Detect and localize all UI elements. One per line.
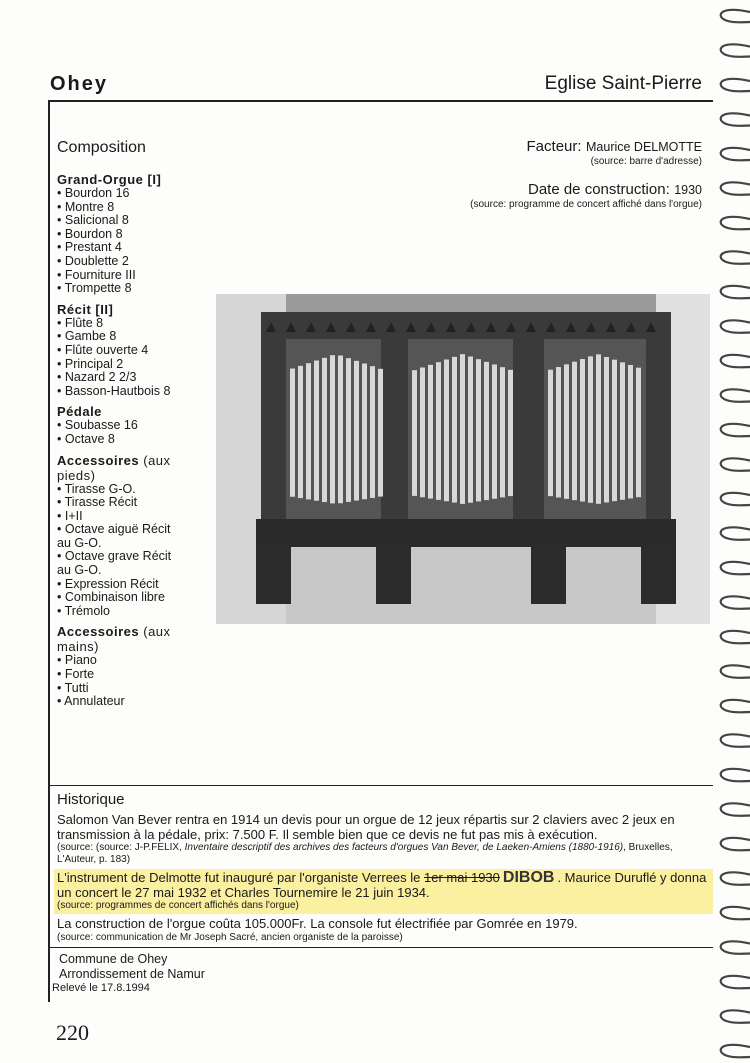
composition-section-title: [57, 172, 187, 187]
struck-date: 1er mai 1930: [424, 870, 500, 885]
binding-ring: [721, 596, 750, 608]
stop-item: • Trémolo: [57, 605, 187, 619]
binding-ring: [721, 631, 750, 643]
stop-item: • Gambe 8: [57, 330, 187, 344]
builder-info: [470, 138, 702, 210]
stop-item: • Octave aiguë Récit au G-O.: [57, 523, 187, 550]
binding-ring: [721, 1045, 750, 1057]
binding-ring: [721, 389, 750, 401]
binding-ring: [721, 320, 750, 332]
lower-section: [52, 791, 713, 995]
section-name: Accessoires: [57, 624, 140, 640]
stop-item: • Tutti: [57, 682, 187, 696]
stop-list: [57, 419, 187, 446]
section-note: (aux mains): [57, 624, 171, 655]
stop-item: • Annulateur: [57, 695, 187, 709]
stop-item: • Forte: [57, 668, 187, 682]
date-value: 1930: [674, 183, 702, 197]
composition-title: Composition: [57, 139, 146, 156]
footer-rule: [48, 947, 713, 948]
facteur-label: Facteur:: [526, 138, 582, 155]
section-name: Grand-Orgue [I]: [57, 172, 162, 187]
stop-item: • Octave 8: [57, 433, 187, 447]
stop-item: • Trompette 8: [57, 282, 187, 296]
binding-ring: [721, 44, 750, 56]
hist-paragraph-1: Salomon Van Bever rentra en 1914 un devis pour un orgue de 12 jeux répartis sur 2 claviers avec 2 jeux en transmission à la pédale, prix: 7.500 F. Il semble bien que ce devis ne fut pas mis à exécution.: [57, 812, 675, 842]
binding-ring: [721, 872, 750, 884]
stop-item: • I+II: [57, 510, 187, 524]
stop-item: • Flûte ouverte 4: [57, 344, 187, 358]
composition-section-title: [57, 302, 187, 317]
binding-ring: [721, 838, 750, 850]
facteur-source: (source: barre d'adresse): [590, 156, 702, 167]
historique-section: [57, 791, 713, 944]
binding-ring: [721, 562, 750, 574]
binding-ring: [721, 1010, 750, 1022]
binding-ring: [721, 700, 750, 712]
src-publisher: , Bruxelles, L'Auteur, p. 183): [57, 842, 673, 865]
arrondissement: Arrondissement de Namur: [59, 966, 205, 981]
stop-item: • Soubasse 16: [57, 419, 187, 433]
stop-item: • Flûte 8: [57, 317, 187, 331]
stop-list: [57, 187, 187, 296]
stop-item: • Nazard 2 2/3: [57, 371, 187, 385]
section-name: Récit [II]: [57, 301, 114, 317]
src-author: (source: (source: J-P.FELIX,: [57, 842, 185, 853]
hist-source-1: [57, 842, 713, 866]
binding-ring: [721, 355, 750, 367]
stop-item: • Doublette 2: [57, 255, 187, 269]
section-note: (aux pieds): [57, 452, 171, 483]
stop-item: • Combinaison libre: [57, 591, 187, 605]
historique-title: Historique: [57, 791, 125, 808]
stop-item: • Piano: [57, 654, 187, 668]
binding-ring: [721, 803, 750, 815]
composition-section-title: [57, 453, 187, 483]
date-label: Date de construction:: [527, 181, 670, 198]
binding-ring: [721, 148, 750, 160]
binding-ring: [721, 493, 750, 505]
binding-ring: [721, 10, 750, 22]
src-title: Inventaire descriptif des archives des facteurs d'orgues Van Bever, de Laeken-Amiens (1880-1916): [184, 842, 624, 853]
hist-p2-end: . Maurice Duruflé y donna un concert le 27 mai 1932 et Charles Tournemire le 21 juin 1934.: [57, 870, 707, 900]
hist-source-3: (source: communication de Mr Joseph Sacré, ancien organiste de la paroisse): [57, 931, 403, 943]
stop-item: • Basson-Hautbois 8: [57, 385, 187, 399]
stop-list: [57, 483, 187, 619]
hist-paragraph-3: La construction de l'orgue coûta 105.000Fr. La console fut électrifiée par Gomrée en 1979.: [57, 916, 578, 931]
stop-item: • Montre 8: [57, 201, 187, 215]
organ-photo: [216, 294, 710, 624]
date-source: (source: programme de concert affiché dans l'orgue): [470, 199, 702, 210]
composition-section-title: [57, 624, 187, 654]
binding-ring: [721, 182, 750, 194]
handwritten-annotation: DIBOB: [502, 869, 555, 886]
place-title: Ohey: [50, 73, 109, 95]
stop-list: [57, 317, 187, 399]
binding-ring: [721, 976, 750, 988]
binding-ring: [721, 251, 750, 263]
composition-list: [57, 166, 187, 709]
binding-ring: [721, 941, 750, 953]
church-title: Eglise Saint-Pierre: [544, 73, 702, 94]
stop-item: • Principal 2: [57, 358, 187, 372]
left-rule: [48, 100, 50, 1002]
binding-ring: [721, 113, 750, 125]
binding-ring: [721, 769, 750, 781]
commune: Commune de Ohey: [59, 951, 168, 966]
binding-ring: [721, 79, 750, 91]
hist-source-2: (source: programmes de concert affichés dans l'orgue): [57, 900, 299, 911]
binding-ring: [721, 527, 750, 539]
hist-p2-start: L'instrument de Delmotte fut inauguré par l'organiste Verrees le: [57, 870, 424, 885]
page-number: 220: [56, 1020, 89, 1045]
stop-item: • Octave grave Récit au G-O.: [57, 550, 187, 577]
section-name: Accessoires: [57, 452, 140, 468]
stop-item: • Prestant 4: [57, 241, 187, 255]
stop-item: • Tirasse Récit: [57, 496, 187, 510]
binding-ring: [721, 458, 750, 470]
binding-ring: [721, 286, 750, 298]
stop-list: [57, 654, 187, 708]
survey-date: Relevé le 17.8.1994: [52, 981, 150, 994]
commune-info: [59, 952, 713, 982]
stop-item: • Fourniture III: [57, 269, 187, 283]
header-rule: [48, 100, 713, 102]
binding-ring: [721, 907, 750, 919]
facteur-value: Maurice DELMOTTE: [586, 140, 702, 154]
stop-item: • Expression Récit: [57, 578, 187, 592]
binding-ring: [721, 217, 750, 229]
section-rule: [48, 785, 713, 786]
binding-ring: [721, 665, 750, 677]
stop-item: • Tirasse G-O.: [57, 483, 187, 497]
stop-item: • Bourdon 16: [57, 187, 187, 201]
binding-ring: [721, 424, 750, 436]
stop-item: • Salicional 8: [57, 214, 187, 228]
section-name: Pédale: [57, 404, 102, 420]
stop-item: • Bourdon 8: [57, 228, 187, 242]
highlighted-passage: [54, 869, 713, 914]
composition-section-title: [57, 404, 187, 419]
binding-ring: [721, 734, 750, 746]
